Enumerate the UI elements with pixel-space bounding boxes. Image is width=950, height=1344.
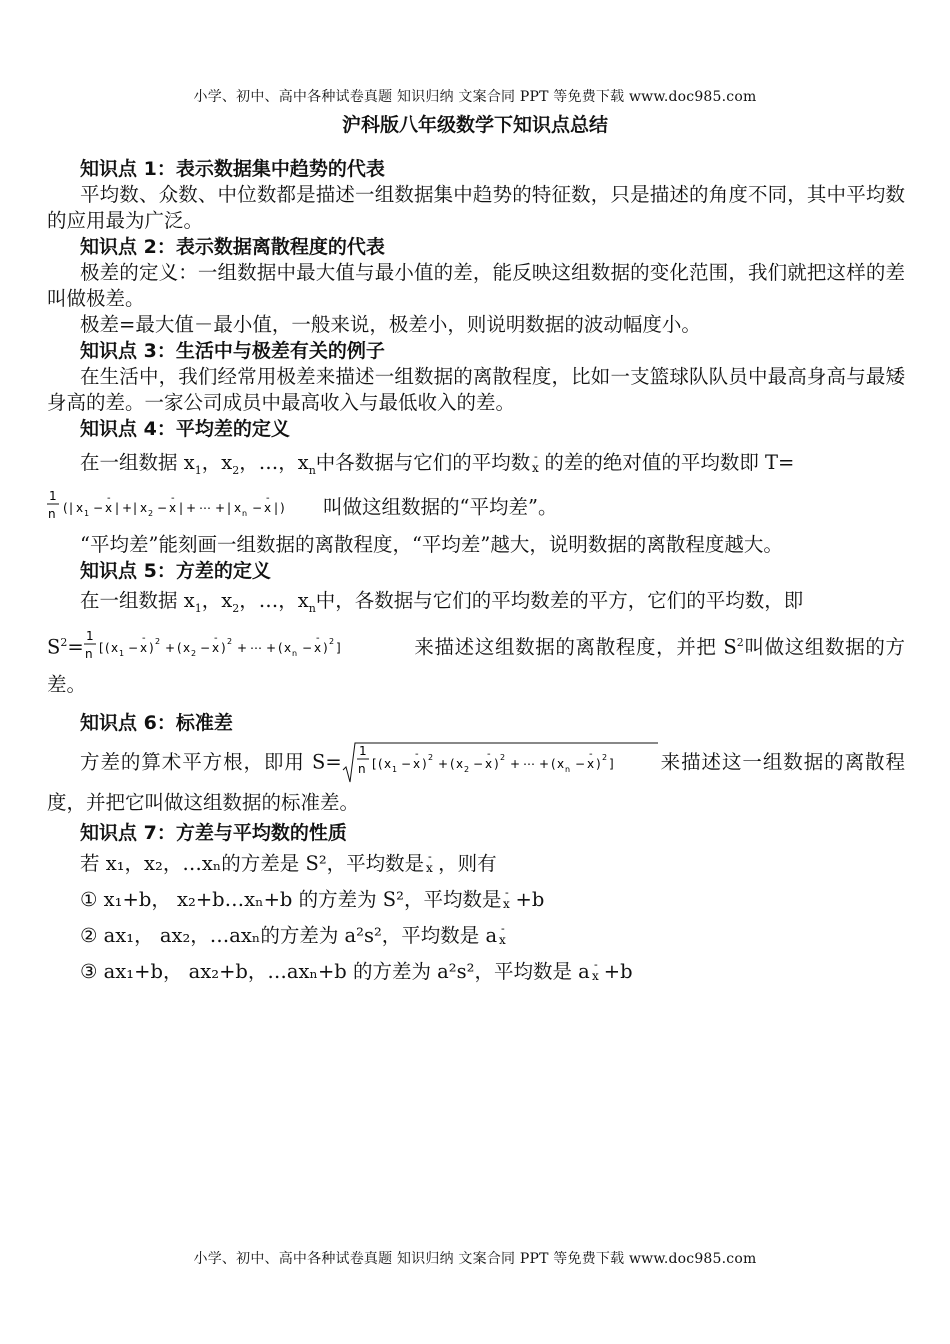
svg-text:−: − <box>199 640 210 655</box>
svg-text:n: n <box>242 508 248 518</box>
svg-text:n: n <box>84 646 93 661</box>
svg-text:): ) <box>220 640 226 655</box>
svg-text:-: - <box>534 451 539 463</box>
svg-text:+: + <box>186 500 197 515</box>
section-3-heading: 知识点 3：生活中与极差有关的例子 <box>80 340 385 362</box>
svg-text:+: + <box>236 640 247 655</box>
mean-x-bar-symbol <box>590 960 604 984</box>
section-4-heading: 知识点 4：平均差的定义 <box>80 418 290 440</box>
svg-text:2: 2 <box>427 752 433 762</box>
svg-text:x: x <box>169 500 177 515</box>
svg-text:+: + <box>215 500 226 515</box>
svg-text:x: x <box>182 640 190 655</box>
svg-text:-: - <box>501 924 505 936</box>
svg-text:x: x <box>412 756 420 771</box>
section-1-heading: 知识点 1：表示数据集中趋势的代表 <box>80 158 385 180</box>
mean-x-bar-symbol <box>424 852 438 876</box>
section-2-paragraph-2: 极差=最大值－最小值，一般来说，极差小，则说明数据的波动幅度小。 <box>80 313 701 336</box>
svg-text:(: ( <box>377 756 383 771</box>
svg-text:+: + <box>122 500 133 515</box>
svg-text:x: x <box>455 756 463 771</box>
svg-text:): ) <box>148 640 154 655</box>
svg-text:x: x <box>139 640 147 655</box>
page-title: 沪科版八年级数学下知识点总结 <box>341 114 608 136</box>
section-4-paragraph-1: 在一组数据 $x_1$，$x_2$，…，$x_n$中各数据与它们的平均数 - x 的差的绝对值的平均数即 T= 1 n ( | x 1 − - x | + | x 2 − - x | + ⋯ + | x n − - x | ) 叫做这组数据的“平均差”。 <box>47 446 905 528</box>
svg-text:+: + <box>538 756 549 771</box>
standard-deviation-formula <box>342 740 660 786</box>
svg-text:x: x <box>283 640 291 655</box>
svg-text:-: - <box>593 960 598 972</box>
svg-text:x: x <box>532 460 540 475</box>
section-6-heading: 知识点 6：标准差 <box>80 711 233 734</box>
svg-text:⋯: ⋯ <box>522 756 535 771</box>
svg-text:|: | <box>69 500 74 515</box>
svg-text:2: 2 <box>601 752 607 762</box>
property-3-line: ③ ax₁+b， ax₂+b，…axₙ+b 的方差为 a²s²，平均数是 a - x +b <box>80 959 633 984</box>
svg-text:): ) <box>493 756 499 771</box>
svg-text:+: + <box>164 640 175 655</box>
svg-text:2: 2 <box>226 636 232 646</box>
section-5-heading: 知识点 5：方差的定义 <box>80 559 271 582</box>
section-4-paragraph-2: “平均差”能刻画一组数据的离散程度，“平均差”越大，说明数据的离散程度越大。 <box>80 532 783 556</box>
svg-text:x: x <box>105 500 113 515</box>
svg-text:2: 2 <box>499 752 505 762</box>
svg-text:): ) <box>322 640 328 655</box>
svg-text:x: x <box>499 933 506 948</box>
svg-text:x: x <box>264 500 272 515</box>
svg-text:): ) <box>595 756 601 771</box>
document-body <box>47 156 905 990</box>
svg-text:−: − <box>400 756 411 771</box>
svg-text:|: | <box>274 500 279 515</box>
mean-x-bar-symbol <box>530 452 544 476</box>
svg-text:1: 1 <box>358 743 367 758</box>
section-3-paragraph: 在生活中，我们经常用极差来描述一组数据的离散程度，比如一支篮球队队员中最高身高与最矮身高的差。一家公司成员中最高收入与最低收入的差。 <box>47 365 905 414</box>
svg-text:-: - <box>588 748 593 760</box>
svg-text:2: 2 <box>154 636 160 646</box>
property-1-line: ① x₁+b， x₂+b…xₙ+b 的方差为 S²，平均数是 - x +b <box>80 887 545 912</box>
svg-text:1: 1 <box>85 628 94 643</box>
property-2-line: ② ax₁， ax₂，…axₙ的方差为 a²s²，平均数是 a - x <box>47 918 905 954</box>
svg-text:n: n <box>48 506 56 521</box>
page-footer: 小学、初中、高中各种试卷真题 知识归纳 文案合同 PPT 等免费下载 www.doc985.com <box>193 1251 757 1267</box>
svg-text:x: x <box>591 969 599 984</box>
svg-text:): ) <box>280 500 285 515</box>
svg-text:-: - <box>141 632 146 644</box>
svg-text:x: x <box>556 756 564 771</box>
svg-text:x: x <box>484 756 492 771</box>
section-7-heading: 知识点 7：方差与平均数的性质 <box>80 821 347 844</box>
svg-text:n: n <box>357 761 366 776</box>
section-2-heading: 知识点 2：表示数据离散程度的代表 <box>80 236 385 258</box>
svg-text:−: − <box>574 756 585 771</box>
svg-text:x: x <box>211 640 219 655</box>
svg-text:-: - <box>213 632 218 644</box>
svg-text:|: | <box>133 500 138 515</box>
svg-text:-: - <box>107 492 111 504</box>
mean-x-bar-symbol <box>501 888 515 912</box>
svg-text:−: − <box>93 500 104 515</box>
svg-text:|: | <box>179 500 184 515</box>
svg-text:+: + <box>437 756 448 771</box>
svg-text:n: n <box>291 648 297 658</box>
svg-text:+: + <box>265 640 276 655</box>
svg-text:-: - <box>414 748 419 760</box>
svg-text:1: 1 <box>118 648 124 658</box>
svg-text:−: − <box>127 640 138 655</box>
svg-text:[: [ <box>98 640 104 655</box>
svg-text:(: ( <box>104 640 110 655</box>
svg-text:|: | <box>115 500 120 515</box>
mean-deviation-formula <box>47 488 323 528</box>
svg-text:−: − <box>301 640 312 655</box>
svg-text:]: ] <box>608 756 614 771</box>
svg-text:|: | <box>227 500 232 515</box>
svg-text:x: x <box>503 897 511 912</box>
svg-text:(: ( <box>449 756 455 771</box>
svg-text:x: x <box>140 500 148 515</box>
svg-text:(: ( <box>550 756 556 771</box>
svg-text:(: ( <box>176 640 182 655</box>
svg-text:x: x <box>586 756 594 771</box>
svg-text:2: 2 <box>190 648 196 658</box>
svg-text:⋯: ⋯ <box>249 640 262 655</box>
svg-text:): ) <box>421 756 427 771</box>
section-6-paragraph: 方差的算术平方根，即用 S= 1 n [ ( x 1 − - x ) 2 + ( x 2 − - x ) 2 + ⋯ + ( x n − - x ) 2 ] 来描述这一组数据的离散程度，并把它叫做这组数据的标准差。 <box>47 740 905 820</box>
svg-text:x: x <box>383 756 391 771</box>
section-5-paragraph: 在一组数据 $x_1$，$x_2$，…，$x_n$中，各数据与它们的平均数差的平方，它们的平均数，即 $S^2=$ 1 n [ ( x 1 − - x ) 2 + ( x 2 − - x ) 2 + ⋯ + ( x n − - x ) 2 ] 来描述这组数据的离散程度，并把 $S^2$叫做这组数据的方差。 <box>47 588 905 696</box>
svg-text:-: - <box>505 888 510 900</box>
svg-text:1: 1 <box>49 488 57 503</box>
svg-text:x: x <box>110 640 118 655</box>
svg-text:-: - <box>171 492 175 504</box>
svg-text:n: n <box>564 764 570 774</box>
svg-text:x: x <box>76 500 84 515</box>
svg-text:1: 1 <box>391 764 397 774</box>
svg-text:1: 1 <box>84 508 90 518</box>
svg-text:x: x <box>313 640 321 655</box>
page-header: 小学、初中、高中各种试卷真题 知识归纳 文案合同 PPT 等免费下载 www.doc985.com <box>193 89 757 105</box>
property-intro-line: 若 x₁，x₂，…xₙ的方差是 S²，平均数是 - x ，则有 <box>80 851 497 876</box>
svg-text:+: + <box>509 756 520 771</box>
svg-text:]: ] <box>335 640 341 655</box>
mean-x-bar-symbol <box>497 924 511 948</box>
svg-text:⋯: ⋯ <box>199 500 211 515</box>
svg-text:[: [ <box>371 756 377 771</box>
svg-text:-: - <box>266 492 270 504</box>
svg-text:x: x <box>426 861 433 876</box>
section-1-paragraph: 平均数、众数、中位数都是描述一组数据集中趋势的特征数，只是描述的角度不同，其中平均数的应用最为广泛。 <box>47 183 905 232</box>
svg-text:-: - <box>315 632 320 644</box>
svg-text:2: 2 <box>148 508 154 518</box>
svg-text:x: x <box>234 500 242 515</box>
svg-text:−: − <box>157 500 168 515</box>
svg-text:(: ( <box>63 500 68 515</box>
svg-text:2: 2 <box>463 764 469 774</box>
section-2-paragraph-1: 极差的定义：一组数据中最大值与最小值的差，能反映这组数据的变化范围，我们就把这样的差叫做极差。 <box>47 261 905 310</box>
variance-formula <box>84 628 414 668</box>
svg-text:(: ( <box>277 640 283 655</box>
svg-text:−: − <box>252 500 263 515</box>
svg-text:-: - <box>486 748 491 760</box>
svg-text:−: − <box>472 756 483 771</box>
svg-text:2: 2 <box>328 636 334 646</box>
svg-text:-: - <box>428 852 432 864</box>
